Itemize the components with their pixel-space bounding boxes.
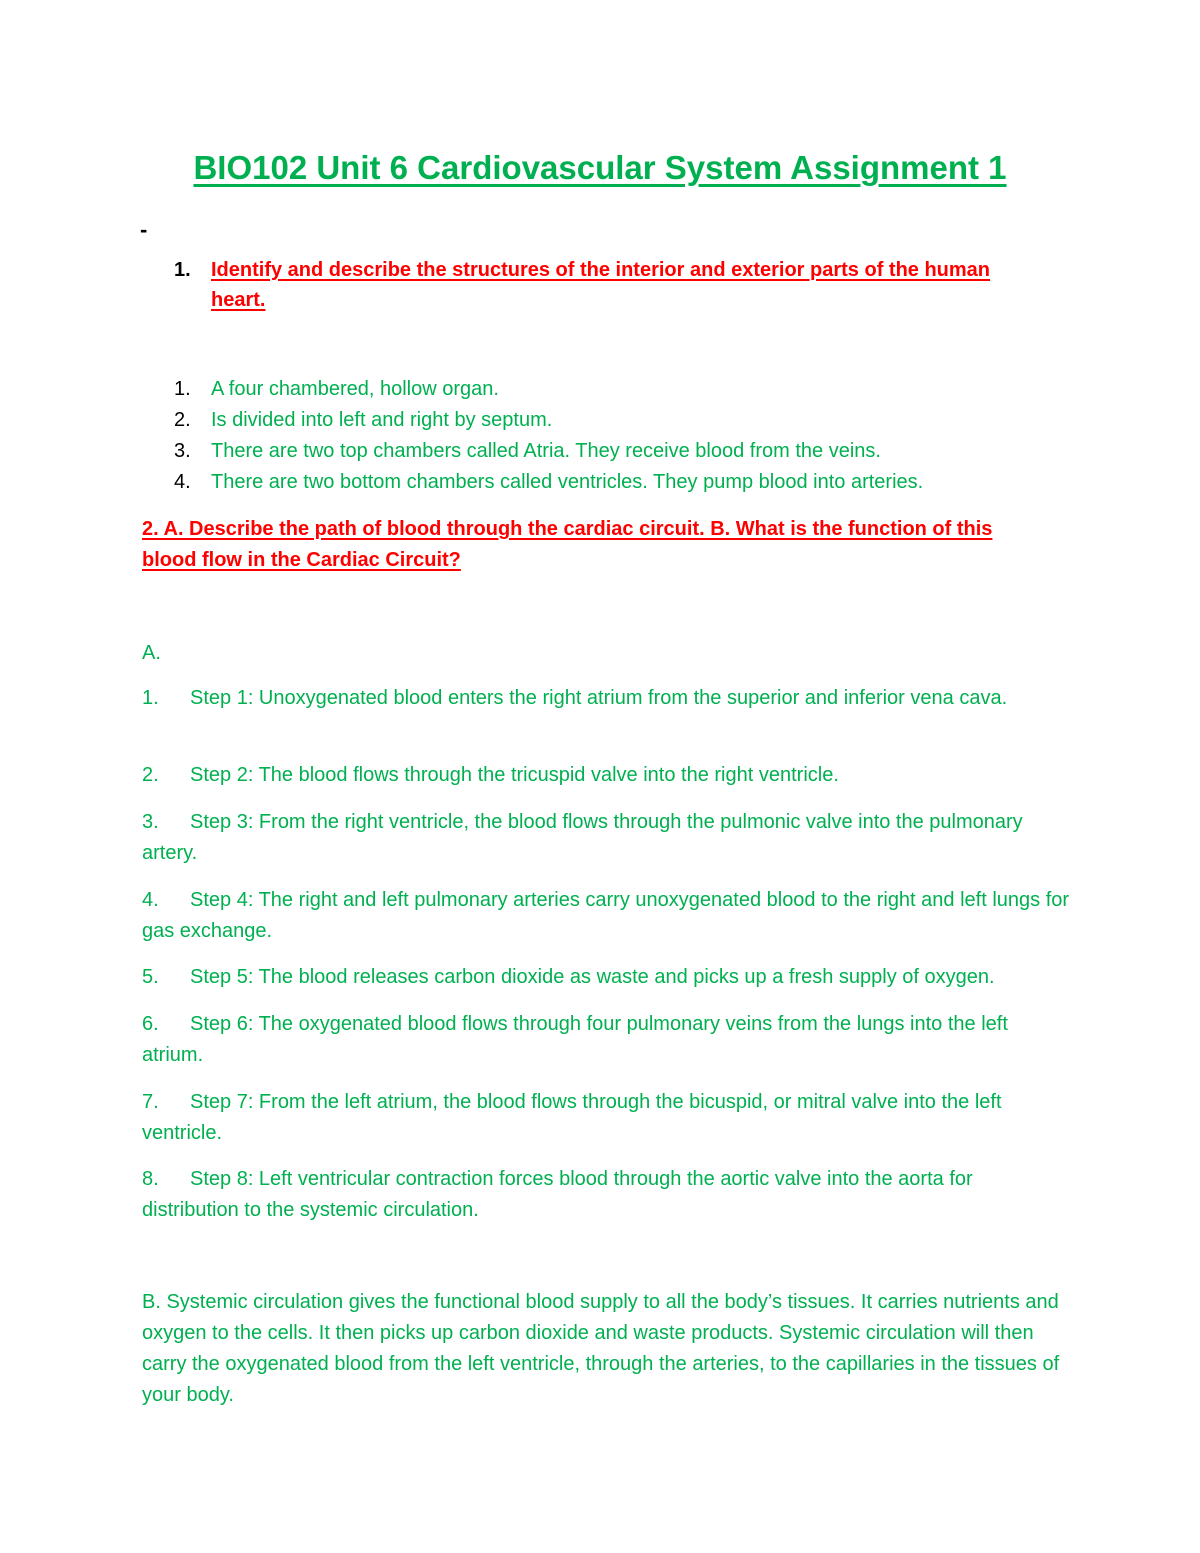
step-text: Step 1: Unoxygenated blood enters the right atrium from the superior and inferior vena cava. bbox=[190, 687, 1008, 709]
step-item bbox=[142, 683, 1072, 714]
part-a-label: A. bbox=[142, 642, 161, 664]
answer-1-item-number: 4. bbox=[174, 471, 191, 493]
step-text: Step 8: Left ventricular contraction forces blood through the aortic valve into the aorta for distribution to the systemic circulation. bbox=[142, 1168, 973, 1221]
step-item bbox=[142, 885, 1072, 947]
step-text: Step 7: From the left atrium, the blood flows through the bicuspid, or mitral valve into the left ventricle. bbox=[142, 1091, 1002, 1144]
question-1-text: Identify and describe the structures of the interior and exterior parts of the human heart. bbox=[211, 259, 991, 311]
step-number: 2. bbox=[142, 764, 159, 786]
step-number: 1. bbox=[142, 687, 159, 709]
step-number: 8. bbox=[142, 1168, 159, 1190]
answer-1-item-number: 2. bbox=[174, 409, 191, 431]
step-number: 5. bbox=[142, 966, 159, 988]
dash-marker: - bbox=[140, 217, 148, 242]
answer-1-item-text: A four chambered, hollow organ. bbox=[211, 378, 499, 400]
step-number: 6. bbox=[142, 1013, 159, 1035]
step-item bbox=[142, 807, 1072, 869]
step-item bbox=[142, 1087, 1072, 1149]
step-text: Step 2: The blood flows through the tricuspid valve into the right ventricle. bbox=[190, 764, 839, 786]
step-text: Step 5: The blood releases carbon dioxide as waste and picks up a fresh supply of oxygen. bbox=[190, 966, 995, 988]
step-text: Step 3: From the right ventricle, the blood flows through the pulmonic valve into the pulmonary artery. bbox=[142, 811, 1023, 864]
answer-1-item-text: There are two bottom chambers called ventricles. They pump blood into arteries. bbox=[211, 471, 924, 493]
document-title: BIO102 Unit 6 Cardiovascular System Assignment 1 bbox=[193, 149, 1007, 186]
part-b-paragraph: B. Systemic circulation gives the functional blood supply to all the body’s tissues. It carries nutrients and oxygen to the cells. It then picks up carbon dioxide and waste products. Systemic circulation will then carry the oxygenated blood from the left ventricle, through the arteries, to the capillaries in the tissues of your body. bbox=[142, 1291, 1060, 1406]
answer-1-item-text: Is divided into left and right by septum. bbox=[211, 409, 553, 431]
step-item bbox=[142, 1009, 1072, 1071]
step-number: 4. bbox=[142, 889, 159, 911]
step-number: 7. bbox=[142, 1091, 159, 1113]
answer-1-item-text: There are two top chambers called Atria. They receive blood from the veins. bbox=[211, 440, 881, 462]
step-item bbox=[142, 760, 1072, 791]
question-2-text: 2. A. Describe the path of blood through the cardiac circuit. B. What is the function of this blood flow in the Cardiac Circuit? bbox=[142, 518, 993, 571]
step-text: Step 6: The oxygenated blood flows through four pulmonary veins from the lungs into the left atrium. bbox=[142, 1013, 1008, 1066]
step-number: 3. bbox=[142, 811, 159, 833]
question-1-number: 1. bbox=[174, 259, 191, 281]
step-item bbox=[142, 962, 1072, 993]
answer-1-item-number: 1. bbox=[174, 378, 191, 400]
step-text: Step 4: The right and left pulmonary arteries carry unoxygenated blood to the right and left lungs for gas exchange. bbox=[142, 889, 1070, 942]
step-item bbox=[142, 1164, 1072, 1226]
answer-1-item-number: 3. bbox=[174, 440, 191, 462]
